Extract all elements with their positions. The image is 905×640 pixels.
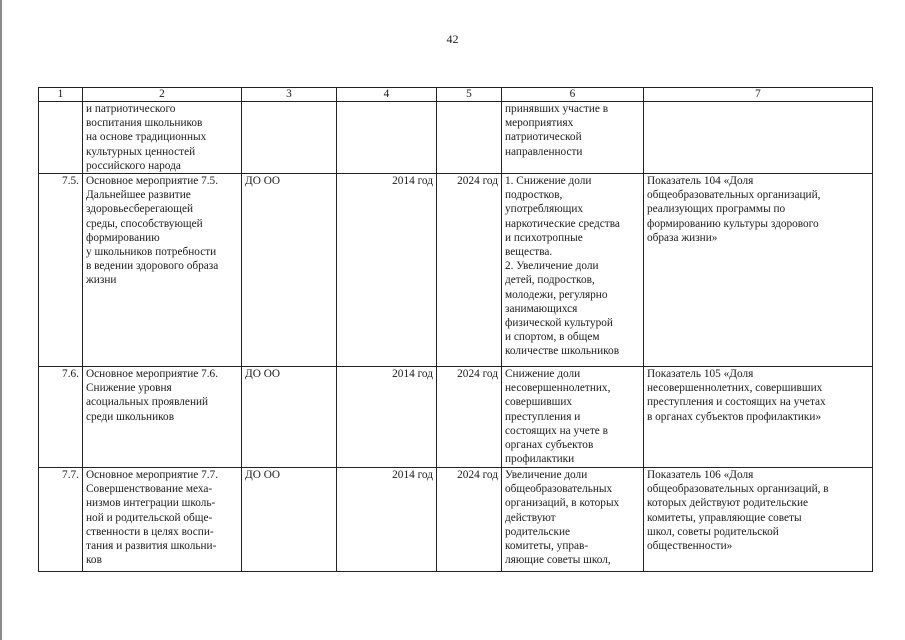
cell-end-year: 2024 год [437,174,502,367]
header-cell: 6 [502,88,644,102]
cell-activity-name: и патриотического воспитания школьников на основе традиционных культурных ценностей российского народа [83,102,242,174]
cell-start-year: 2014 год [337,174,437,367]
table-row [39,102,873,174]
program-table [38,87,873,572]
cell-indicator [644,102,873,174]
cell-indicator: Показатель 106 «Доля общеобразовательных организаций, в которых действуют родительские комитеты, управляющие советы школ, советы родительской общественности» [644,468,873,572]
cell-end-year: 2024 год [437,468,502,572]
header-cell: 4 [337,88,437,102]
cell-end-year: 2024 год [437,367,502,468]
cell-expected-result: Увеличение доли общеобразовательных организаций, в которых действуют родительские комитеты, управ- ляющие советы школ, [502,468,644,572]
header-cell: 7 [644,88,873,102]
cell-activity-name: Основное мероприятие 7.7. Совершенствование меха- низмов интеграции школь- ной и родительской обще- ственности в целях воспи- тания и развития школьни- ков [83,468,242,572]
header-cell: 5 [437,88,502,102]
cell-indicator: Показатель 104 «Доля общеобразовательных организаций, реализующих программы по формированию культуры здорового образа жизни» [644,174,873,367]
header-cell: 2 [83,88,242,102]
cell-start-year: 2014 год [337,367,437,468]
cell-number [39,102,83,174]
cell-start-year [337,102,437,174]
cell-indicator: Показатель 105 «Доля несовершеннолетних, совершивших преступления и состоящих на учетах в органах субъектов профилактики» [644,367,873,468]
cell-number: 7.6. [39,367,83,468]
table-row [39,367,873,468]
page-number: 42 [446,32,459,46]
cell-executor [242,102,337,174]
table-row [39,468,873,572]
header-cell: 3 [242,88,337,102]
cell-expected-result: Снижение доли несовершеннолетних, совершивших преступления и состоящих на учете в органах субъектов профилактики [502,367,644,468]
header-cell: 1 [39,88,83,102]
cell-number: 7.5. [39,174,83,367]
cell-activity-name: Основное мероприятие 7.5. Дальнейшее развитие здоровьесберегающей среды, способствующей формированию у школьников потребности в ведении здорового образа жизни [83,174,242,367]
table-row [39,174,873,367]
cell-expected-result: принявших участие в мероприятиях патриотической направленности [502,102,644,174]
page-left-edge [0,0,2,640]
table-header-row [39,88,873,102]
cell-executor: ДО ОО [242,174,337,367]
cell-end-year [437,102,502,174]
cell-executor: ДО ОО [242,468,337,572]
cell-executor: ДО ОО [242,367,337,468]
cell-activity-name: Основное мероприятие 7.6. Снижение уровня асоциальных проявлений среди школьников [83,367,242,468]
cell-number: 7.7. [39,468,83,572]
cell-expected-result: 1. Снижение доли подростков, употребляющих наркотические средства и психотропные вещества. 2. Увеличение доли детей, подростков, молодежи, регулярно занимающихся физической культурой и спортом, в общем количестве школьников [502,174,644,367]
cell-start-year: 2014 год [337,468,437,572]
